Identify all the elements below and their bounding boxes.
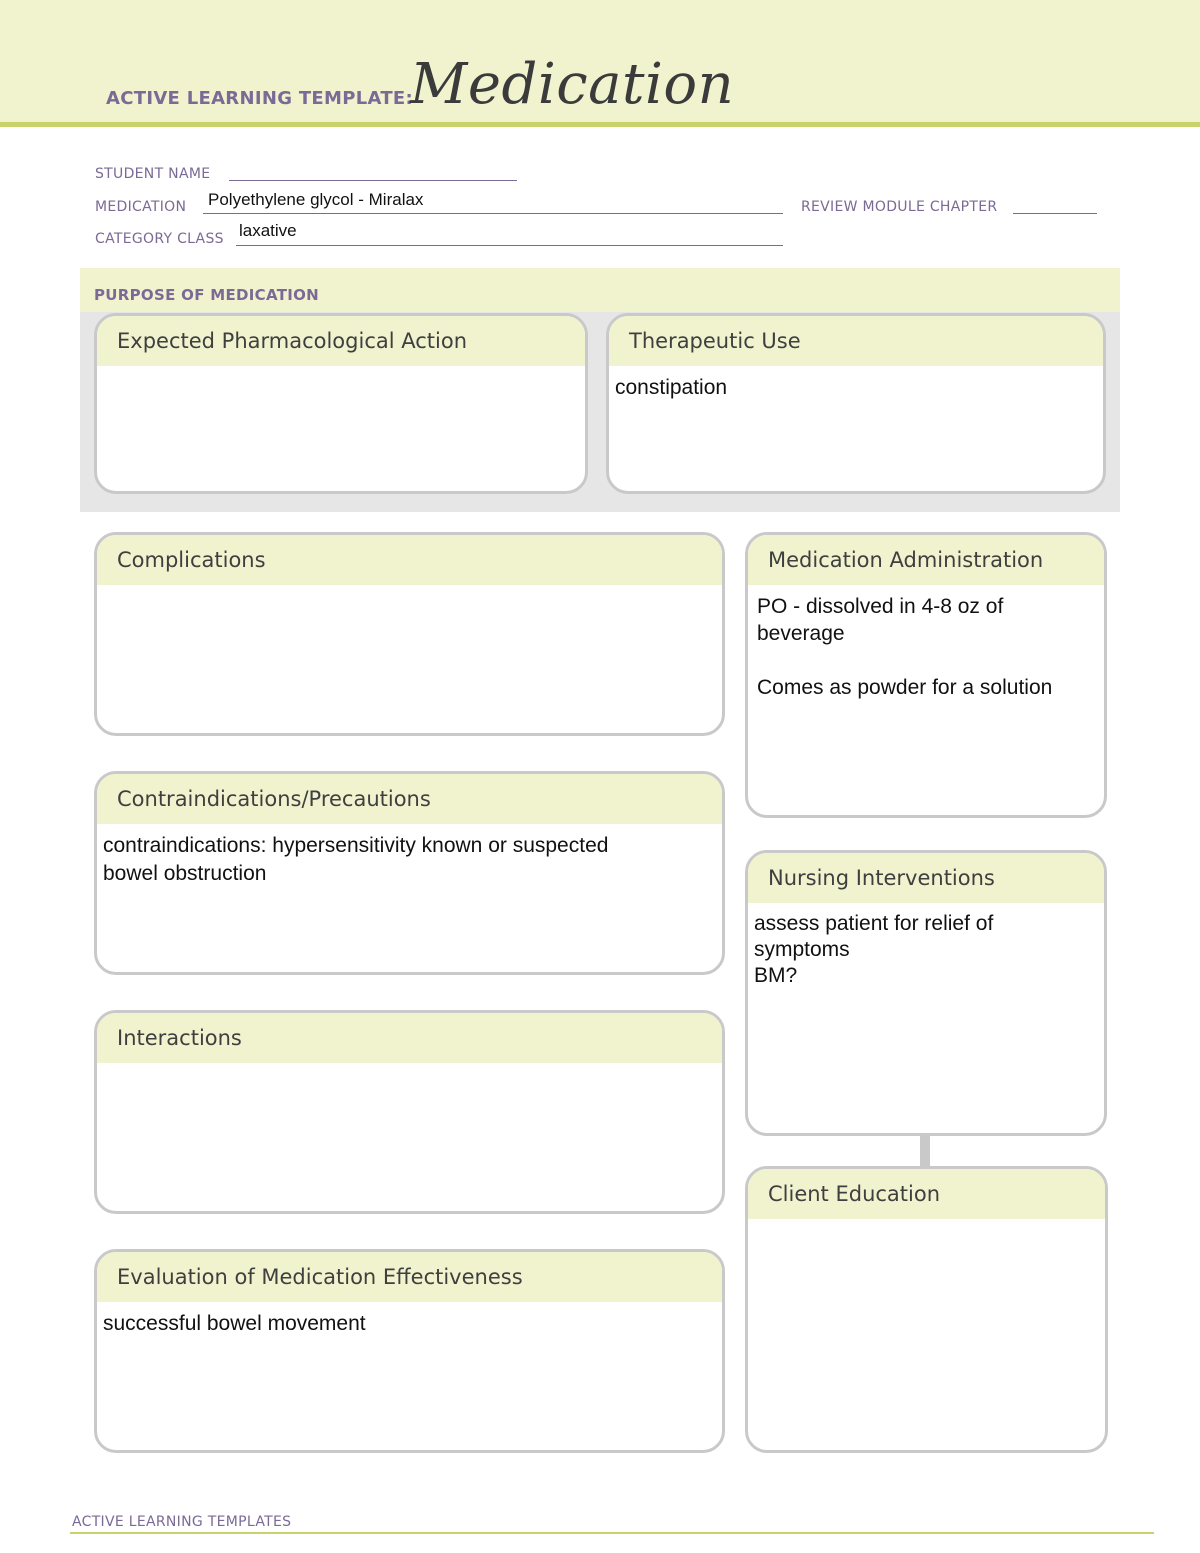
expected-action-title: Expected Pharmacological Action xyxy=(97,316,585,366)
page-title: Medication xyxy=(410,52,735,117)
category-class-label: CATEGORY CLASS xyxy=(95,231,224,247)
template-label: ACTIVE LEARNING TEMPLATE: xyxy=(106,88,413,109)
header-rule xyxy=(0,122,1200,127)
complications-box[interactable] xyxy=(94,532,725,736)
client-education-box[interactable] xyxy=(745,1166,1108,1453)
therapeutic-use-box[interactable] xyxy=(606,313,1106,494)
footer-rule xyxy=(70,1532,1154,1534)
footer-label: ACTIVE LEARNING TEMPLATES xyxy=(72,1514,292,1530)
evaluation-box[interactable] xyxy=(94,1249,725,1453)
medication-value: Polyethylene glycol - Miralax xyxy=(208,190,424,209)
complications-content[interactable] xyxy=(97,585,722,593)
medication-administration-title: Medication Administration xyxy=(748,535,1104,585)
therapeutic-use-content[interactable]: constipation xyxy=(615,376,728,399)
medication-administration-content[interactable]: PO - dissolved in 4-8 oz of beverage Comes as powder for a solution xyxy=(757,595,1053,699)
expected-action-content[interactable] xyxy=(97,366,585,374)
medication-administration-box[interactable] xyxy=(745,532,1107,818)
category-class-value: laxative xyxy=(239,221,297,240)
contraindications-title: Contraindications/Precautions xyxy=(97,774,722,824)
contraindications-box[interactable] xyxy=(94,771,725,975)
complications-title: Complications xyxy=(97,535,722,585)
therapeutic-use-title: Therapeutic Use xyxy=(609,316,1103,366)
review-module-chapter-label: REVIEW MODULE CHAPTER xyxy=(801,199,998,215)
category-class-field[interactable] xyxy=(236,245,783,246)
evaluation-title: Evaluation of Medication Effectiveness xyxy=(97,1252,722,1302)
purpose-label: PURPOSE OF MEDICATION xyxy=(94,286,320,304)
client-education-content[interactable] xyxy=(748,1219,1105,1227)
medication-label: MEDICATION xyxy=(95,199,187,215)
interactions-title: Interactions xyxy=(97,1013,722,1063)
contraindications-content[interactable]: contraindications: hypersensitivity known or suspected bowel obstruction xyxy=(103,834,609,885)
interactions-content[interactable] xyxy=(97,1063,722,1071)
nursing-interventions-box[interactable] xyxy=(745,850,1107,1136)
connector-line xyxy=(920,1134,930,1168)
expected-action-box[interactable] xyxy=(94,313,588,494)
client-education-title: Client Education xyxy=(748,1169,1105,1219)
student-name-field[interactable] xyxy=(229,180,517,181)
nursing-interventions-content[interactable]: assess patient for relief of symptoms BM? xyxy=(754,912,994,987)
student-name-label: STUDENT NAME xyxy=(95,166,211,182)
nursing-interventions-title: Nursing Interventions xyxy=(748,853,1104,903)
medication-field[interactable] xyxy=(203,213,783,214)
interactions-box[interactable] xyxy=(94,1010,725,1214)
review-module-chapter-field[interactable] xyxy=(1013,213,1097,214)
evaluation-content[interactable]: successful bowel movement xyxy=(103,1312,366,1335)
